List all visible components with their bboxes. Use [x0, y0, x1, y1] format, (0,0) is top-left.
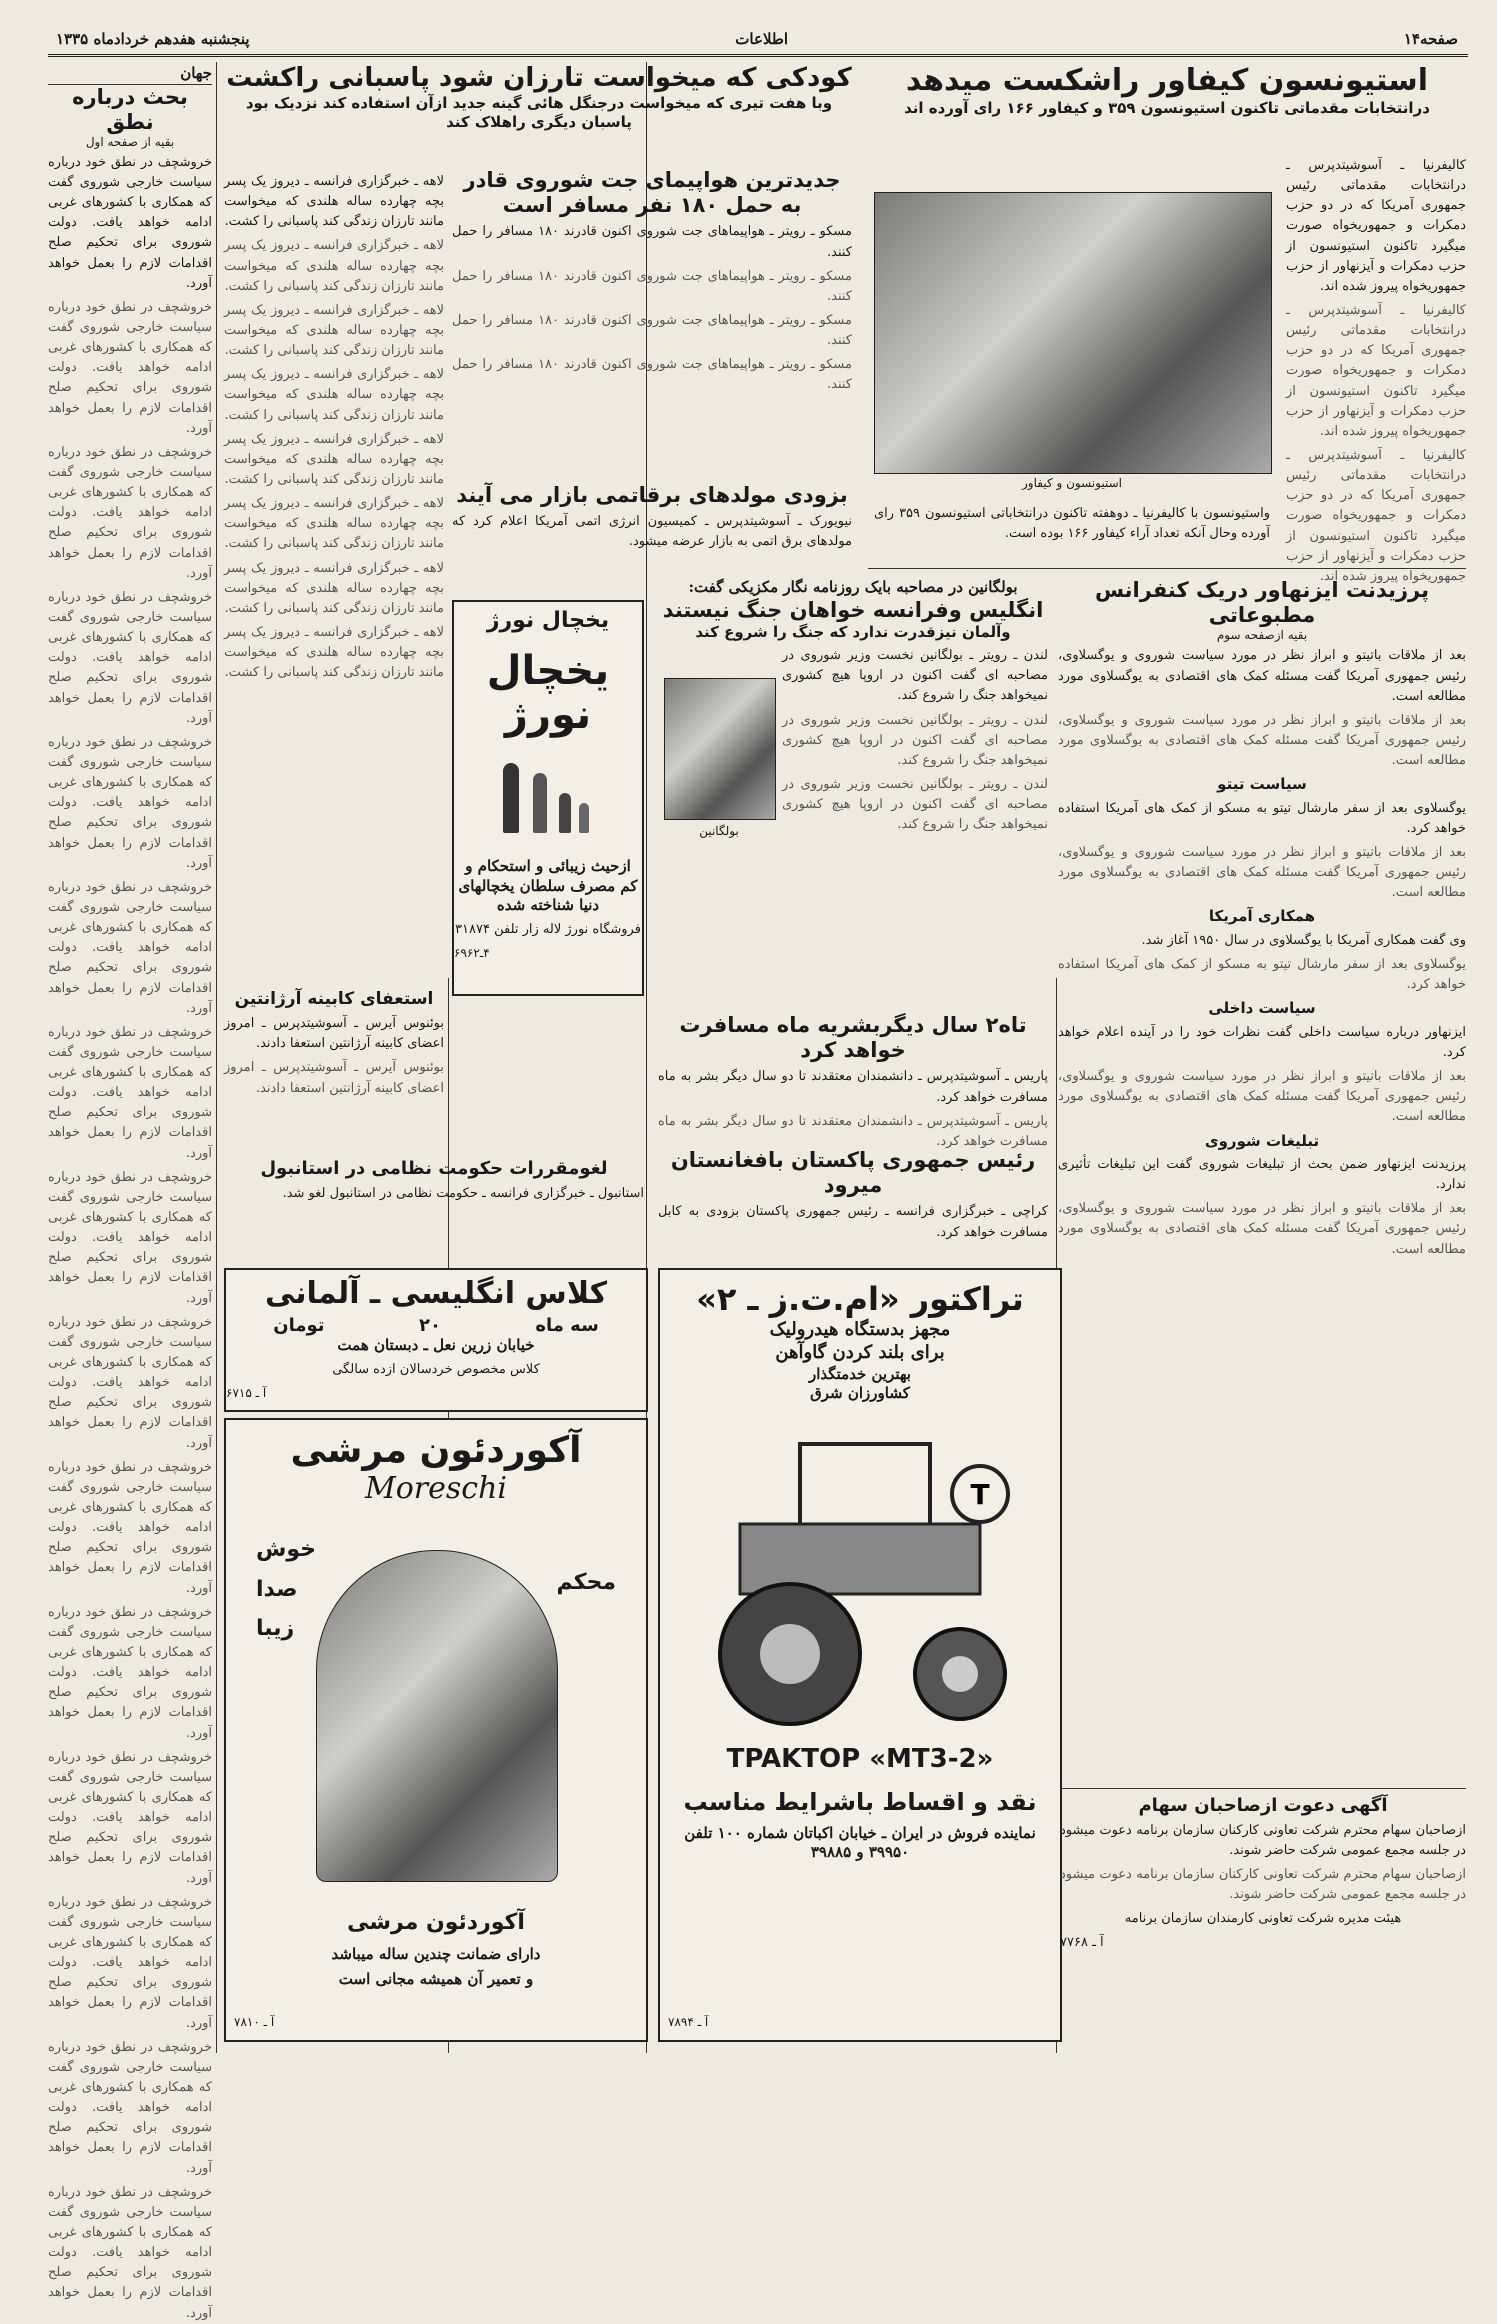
accordion-ad-footer2: دارای ضمانت چندین ساله میباشد	[331, 1945, 541, 1963]
stevenson-headline: استیونسون کیفاور راشکست میدهد	[905, 63, 1429, 98]
newspaper-page	[48, 28, 1468, 2321]
tarzan-body-cont2: لاهه ـ خبرگزاری فرانسه ـ دیروز یک پسر بچه چهارده ساله هلندی که میخواست مانند تارزان زندگی کند پاسبانی را کشت.	[224, 302, 444, 359]
shareholders-headline: آگهی دعوت ازصاحبان سهام	[1138, 1795, 1388, 1816]
tractor-ad-title: تراکتور «ام.ت.ز ـ ۲»	[696, 1280, 1024, 1318]
class-ad-note: کلاس مخصوص خردسالان ازده سالگی	[332, 1361, 540, 1377]
argentina-headline: استعفای کابینه آرژانتین	[234, 989, 434, 1009]
istanbul-headline: لغومقررات حکومت نظامی در استانبول	[260, 1158, 608, 1179]
plane-body-cont: مسکو ـ رویتر ـ هواپیماهای جت شوروی اکنون قادرند ۱۸۰ مسافر را حمل کنند.	[452, 268, 852, 304]
eisenhower-filler3: بعد از ملاقات باتیتو و ابراز نظر در مورد سیاست شوروی و یوگسلاوی، رئیس جمهوری آمریکا گفت مسئله کمک های اقتصادی به یوگسلاوی مورد مطالعه است.	[1058, 1069, 1466, 1125]
world-body-cont11: خروشچف در نطق خود درباره سیاست خارجی شوروی گفت که همکاری با کشورهای غربی ادامه خواهد یافت. دولت شوروی برای تحکیم صلح اقدامات لازم را بعمل خواهد آورد.	[48, 1749, 212, 1886]
world-body-cont8: خروشچف در نطق خود درباره سیاست خارجی شوروی گفت که همکاری با کشورهای غربی ادامه خواهد یافت. دولت شوروی برای تحکیم صلح اقدامات لازم را بعمل خواهد آورد.	[48, 1314, 212, 1451]
istanbul-body: استانبول ـ خبرگزاری فرانسه ـ حکومت نظامی در استانبول لغو شد.	[282, 1185, 644, 1201]
eisenhower-filler: بعد از ملاقات باتیتو و ابراز نظر در مورد سیاست شوروی و یوگسلاوی، رئیس جمهوری آمریکا گفت مسئله کمک های اقتصادی به یوگسلاوی مورد مطالعه است.	[1058, 845, 1466, 901]
accordion-ad-word-khosh: خوش	[256, 1537, 317, 1562]
fridge-ad-title: یخچال نورژ	[486, 608, 610, 633]
tarzan-subhead: وبا هفت تیری که میخواست درجنگل هائی گینه جدید ازآن استفاده کند نزدیک بود پاسبان دیگری راهلاک کند	[245, 93, 833, 132]
world-body-cont14: خروشچف در نطق خود درباره سیاست خارجی شوروی گفت که همکاری با کشورهای غربی ادامه خواهد یافت. دولت شوروی برای تحکیم صلح اقدامات لازم را بعمل خواهد آورد.	[48, 2184, 212, 2321]
fridge-ad-line1: ازحیث زیبائی و استحکام و	[465, 857, 631, 875]
tarzan-body-cont6: لاهه ـ خبرگزاری فرانسه ـ دیروز یک پسر بچه چهارده ساله هلندی که میخواست مانند تارزان زندگی کند پاسبانی را کشت.	[224, 560, 444, 616]
plane-headline: جدیدترین هواپیمای جت شوروی قادر به حمل ۱۸۰ نفر مسافر است	[463, 168, 841, 218]
world-column	[48, 64, 212, 2321]
shareholders-body: ازصاحبان سهام محترم شرکت تعاونی کارکنان سازمان برنامه دعوت میشود در جلسه مجمع عمومی شرکت حاضر شوند.	[1060, 1822, 1466, 1858]
page-number: صفحه۱۴	[1403, 30, 1458, 48]
stevenson-subhead: درانتخابات مقدماتی تاکنون استیونسون ۳۵۹ و کیفاور ۱۶۶ رای آورده اند	[904, 98, 1430, 117]
tarzan-body-cont3: لاهه ـ خبرگزاری فرانسه ـ دیروز یک پسر بچه چهارده ساله هلندی که میخواست مانند تارزان زندگی کند پاسبانی را کشت.	[224, 367, 444, 423]
svg-text:T: T	[970, 1477, 990, 1511]
fridge-ad-line3: دنیا شناخته شده	[496, 896, 600, 914]
masthead-rule	[48, 54, 1468, 57]
bulganin-body-cont: لندن ـ رویتر ـ بولگانین نخست وزیر شوروی در مصاحبه ای گفت اکنون در اروپا هیچ کشوری نمیخواهد جنگ را شروع کند.	[782, 712, 1048, 768]
istanbul-article	[224, 1158, 644, 1268]
world-headline: بحث درباره نطق	[72, 84, 188, 134]
stevenson-kefauver-photo	[874, 192, 1272, 474]
class-ad-months: سه ماه	[535, 1315, 599, 1336]
world-body-cont6: خروشچف در نطق خود درباره سیاست خارجی شوروی گفت که همکاری با کشورهای غربی ادامه خواهد یافت. دولت شوروی برای تحکیم صلح اقدامات لازم را بعمل خواهد آورد.	[48, 1024, 212, 1161]
pakistan-article	[658, 1148, 1048, 1258]
stevenson-caption-body: واستیونسون با کالیفرنیا ـ دوهفته تاکنون درانتخاباتی استیونسون ۳۵۹ رای آورده وحال آنکه تعداد آراء کیفاور ۱۶۶ بوده است.	[874, 506, 1271, 542]
accordion-ad-footer3: و تعمیر آن همیشه مجانی است	[338, 1970, 534, 1988]
eisenhower-sub-cooperation: همکاری آمریکا	[1208, 907, 1316, 926]
masthead	[48, 28, 1468, 52]
fridge-ad-contact: فروشگاه نورژ لاله زار تلفن ۳۱۸۷۴	[455, 921, 641, 937]
stevenson-photo-caption: استیونسون و کیفاور	[1022, 476, 1122, 490]
moon-article	[658, 1013, 1048, 1149]
tractor-ad-sub4: کشاورزان شرق	[810, 1384, 910, 1403]
class-ad-code: آ ـ ۶۷۱۵	[226, 1385, 267, 1400]
plane-body-cont3: مسکو ـ رویتر ـ هواپیماهای جت شوروی اکنون قادرند ۱۸۰ مسافر را حمل کنند.	[452, 357, 852, 393]
tractor-ad-sub2: برای بلند کردن گاوآهن	[775, 1342, 945, 1364]
world-body-cont9: خروشچف در نطق خود درباره سیاست خارجی شوروی گفت که همکاری با کشورهای غربی ادامه خواهد یافت. دولت شوروی برای تحکیم صلح اقدامات لازم را بعمل خواهد آورد.	[48, 1459, 212, 1596]
moon-body-cont: پاریس ـ آسوشیتدپرس ـ دانشمندان معتقدند تا دو سال دیگر بشر به ماه مسافرت خواهد کرد.	[658, 1113, 1048, 1149]
stevenson-body-cont2: کالیفرنیا ـ آسوشیتدپرس ـ درانتخابات مقدماتی رئیس جمهوری آمریکا که در دو حزب دمکرات و جمهوریخواه صورت میگیرد تاکنون استیونسون از حزب دمکرات و آیزنهاور از حزب جمهوریخواه پیروز شده اند.	[1286, 447, 1466, 584]
tractor-illustration	[680, 1414, 1040, 1744]
atomic-body: نیویورک ـ آسوشیتدپرس ـ کمیسیون انرژی اتمی آمریکا اعلام کرد که مولدهای برق اتمی به بازار عرضه میشود.	[452, 514, 852, 550]
pakistan-headline: رئیس جمهوری پاکستان بافغانستان میرود	[670, 1148, 1036, 1198]
issue-date: پنجشنبه هفدهم خردادماه ۱۳۳۵	[56, 30, 250, 48]
world-body-cont2: خروشچف در نطق خود درباره سیاست خارجی شوروی گفت که همکاری با کشورهای غربی ادامه خواهد یافت. دولت شوروی برای تحکیم صلح اقدامات لازم را بعمل خواهد آورد.	[48, 444, 212, 581]
world-body-cont5: خروشچف در نطق خود درباره سیاست خارجی شوروی گفت که همکاری با کشورهای غربی ادامه خواهد یافت. دولت شوروی برای تحکیم صلح اقدامات لازم را بعمل خواهد آورد.	[48, 879, 212, 1016]
eisenhower-article	[1058, 578, 1466, 1778]
class-ad-title: کلاس انگلیسی ـ آلمانی	[264, 1276, 608, 1311]
paper-name: اطلاعات	[735, 30, 788, 48]
argentina-body: بوئنوس آیرس ـ آسوشیتدپرس ـ امروز اعضای کابینه آرژانتین استعفا دادند.	[224, 1016, 444, 1052]
eisenhower-body: بعد از ملاقات باتیتو و ابراز نظر در مورد سیاست شوروی و یوگسلاوی، رئیس جمهوری آمریکا گفت مسئله کمک های اقتصادی به یوگسلاوی مورد مطالعه است.	[1058, 648, 1466, 704]
accordion-ad-word-seda: صدا	[256, 1576, 298, 1602]
eisenhower-body-cont: بعد از ملاقات باتیتو و ابراز نظر در مورد سیاست شوروی و یوگسلاوی، رئیس جمهوری آمریکا گفت مسئله کمک های اقتصادی به یوگسلاوی مورد مطالعه است.	[1058, 712, 1466, 769]
tractor-ad-sub3: بهترین خدمتگذار	[809, 1364, 911, 1383]
atomic-headline: بزودی مولدهای برقاتمی بازار می آیند	[456, 483, 848, 507]
bulganin-body: لندن ـ رویتر ـ بولگانین نخست وزیر شوروی در مصاحبه ای گفت اکنون در اروپا هیچ کشوری نمیخواهد جنگ را شروع کند.	[782, 648, 1048, 704]
plane-body-cont2: مسکو ـ رویتر ـ هواپیماهای جت شوروی اکنون قادرند ۱۸۰ مسافر را حمل کنند.	[452, 312, 852, 349]
world-body-cont4: خروشچف در نطق خود درباره سیاست خارجی شوروی گفت که همکاری با کشورهای غربی ادامه خواهد یافت. دولت شوروی برای تحکیم صلح اقدامات لازم را بعمل خواهد آورد.	[48, 734, 212, 871]
bulganin-subhead: وآلمان نیزقدرت ندارد که جنگ را شروع کند	[695, 622, 1011, 641]
stevenson-article	[868, 64, 1466, 594]
class-ad-currency: تومان	[273, 1315, 325, 1336]
bulganin-body-cont2: لندن ـ رویتر ـ بولگانین نخست وزیر شوروی در مصاحبه ای گفت اکنون در اروپا هیچ کشوری نمیخواهد جنگ را شروع کند.	[782, 777, 1048, 833]
tractor-ad-code: آ ـ ۷۸۹۴	[668, 2015, 709, 2030]
accordion-ad-brand: آکوردئون مرشی	[290, 1430, 582, 1471]
world-body-cont1: خروشچف در نطق خود درباره سیاست خارجی شوروی گفت که همکاری با کشورهای غربی ادامه خواهد یافت. دولت شوروی برای تحکیم صلح اقدامات لازم را بعمل خواهد آورد.	[48, 299, 212, 436]
accordion-ad-code: آ ـ ۷۸۱۰	[234, 2015, 275, 2030]
eisenhower-filler4: بعد از ملاقات باتیتو و ابراز نظر در مورد سیاست شوروی و یوگسلاوی، رئیس جمهوری آمریکا گفت مسئله کمک های اقتصادی به یوگسلاوی مورد مطالعه است.	[1058, 1201, 1466, 1257]
fridge-ad-logo: یخچال نورژ	[486, 648, 610, 738]
tarzan-body-cont5: لاهه ـ خبرگزاری فرانسه ـ دیروز یک پسر بچه چهارده ساله هلندی که میخواست مانند تارزان زندگی کند پاسبانی را کشت.	[224, 496, 444, 552]
class-ad-address: خیابان زرین نعل ـ دبستان همت	[337, 1336, 535, 1354]
eisenhower-headline: پرزیدنت ایزنهاور دریک کنفرانس مطبوعاتی	[1094, 578, 1429, 628]
world-body-cont10: خروشچف در نطق خود درباره سیاست خارجی شوروی گفت که همکاری با کشورهای غربی ادامه خواهد یافت. دولت شوروی برای تحکیم صلح اقدامات لازم را بعمل خواهد آورد.	[48, 1604, 212, 1741]
eisenhower-sub-tito: سیاست تیتو	[1217, 775, 1307, 794]
column-divider	[216, 62, 217, 2053]
bulganin-article	[658, 578, 1048, 1008]
tractor-ad-sub1: مجهز بدستگاه هیدرولیک	[769, 1319, 951, 1340]
shareholders-sign: هیئت مدیره شرکت تعاونی کارمندان سازمان برنامه	[1124, 1911, 1402, 1927]
bulganin-photo	[664, 678, 776, 820]
accordion-ad-word-ziba: زیبا	[256, 1616, 295, 1642]
family-illustration	[493, 753, 603, 843]
tarzan-body-col	[224, 168, 444, 988]
eisenhower-sub-domestic-body: ایزنهاور درباره سیاست داخلی گفت نظرات خود را در آینده اعلام خواهد کرد.	[1058, 1024, 1466, 1060]
tractor-ad-terms: نقد و اقساط باشرایط مناسب	[683, 1787, 1037, 1816]
plane-body: مسکو ـ رویتر ـ هواپیماهای جت شوروی اکنون قادرند ۱۸۰ مسافر را حمل کنند.	[452, 224, 852, 260]
tractor-ad-latin: TPAKTOP «MT3-2»	[726, 1743, 994, 1774]
moon-body: پاریس ـ آسوشیتدپرس ـ دانشمندان معتقدند تا دو سال دیگر بشر به ماه مسافرت خواهد کرد.	[658, 1069, 1048, 1105]
world-continued: بقیه از صفحه اول	[85, 134, 175, 149]
stevenson-body-cont: کالیفرنیا ـ آسوشیتدپرس ـ درانتخابات مقدماتی رئیس جمهوری آمریکا که در دو حزب دمکرات و جمهوریخواه صورت میگیرد تاکنون استیونسون از حزب دمکرات و آیزنهاور از حزب جمهوریخواه پیروز شده اند.	[1286, 302, 1466, 439]
eisenhower-sub-tito-body: یوگسلاوی بعد از سفر مارشال تیتو به مسکو از کمک های آمریکا استفاده خواهد کرد.	[1058, 800, 1466, 836]
shareholders-body-cont: ازصاحبان سهام محترم شرکت تعاونی کارکنان سازمان برنامه دعوت میشود در جلسه مجمع عمومی شرکت حاضر شوند.	[1060, 1866, 1466, 1903]
fridge-ad-line2: کم مصرف سلطان یخچالهای	[458, 876, 638, 895]
bulganin-headline: انگلیس وفرانسه خواهان جنگ نیستند	[662, 597, 1044, 622]
shareholders-notice	[1060, 1788, 1466, 2039]
tractor-ad	[658, 1268, 1062, 2042]
eisenhower-sub-propaganda-body: پرزیدنت ایزنهاور ضمن بحث از تبلیغات شوروی گفت این تبلیغات تأثیری ندارد.	[1058, 1157, 1466, 1193]
accordion-ad-brand-latin: Moreschi	[365, 1471, 507, 1506]
world-body: خروشچف در نطق خود درباره سیاست خارجی شوروی گفت که همکاری با کشورهای غربی ادامه خواهد یافت. دولت شوروی برای تحکیم صلح اقدامات لازم را بعمل خواهد آورد.	[48, 154, 212, 291]
eisenhower-continued: بقیه ازصفحه سوم	[1216, 628, 1308, 643]
bulganin-photo-caption: بولگانین	[699, 824, 739, 838]
argentina-article	[224, 988, 444, 1158]
moon-headline: تاه۲ سال دیگربشریه ماه مسافرت خواهد کرد	[679, 1013, 1027, 1063]
eisenhower-sub-propaganda: تبلیغات شوروی	[1204, 1131, 1320, 1150]
moreschi-accordion-ad	[224, 1418, 648, 2042]
tarzan-body: لاهه ـ خبرگزاری فرانسه ـ دیروز یک پسر بچه چهارده ساله هلندی که میخواست مانند تارزان زندگی کند پاسبانی را کشت.	[224, 174, 444, 230]
fridge-ad-code: ۴ـ۶۹۶۲	[454, 945, 490, 960]
world-body-cont13: خروشچف در نطق خود درباره سیاست خارجی شوروی گفت که همکاری با کشورهای غربی ادامه خواهد یافت. دولت شوروی برای تحکیم صلح اقدامات لازم را بعمل خواهد آورد.	[48, 2039, 212, 2176]
bulganin-intro: بولگانین در مصاحبه بایک روزنامه نگار مکزیکی گفت:	[688, 578, 1018, 596]
shareholders-code: آ ـ ۷۷۶۸	[1060, 1935, 1104, 1951]
plane-article	[452, 168, 852, 478]
eisenhower-sub-domestic: سیاست داخلی	[1208, 999, 1316, 1018]
atomic-article	[452, 483, 852, 593]
accordion-ad-footer: آکوردئون مرشی	[347, 1910, 525, 1935]
class-ad-price: ۲۰	[418, 1315, 441, 1336]
accordion-woman-illustration	[316, 1550, 558, 1882]
tarzan-body-cont: لاهه ـ خبرگزاری فرانسه ـ دیروز یک پسر بچه چهارده ساله هلندی که میخواست مانند تارزان زندگی کند پاسبانی را کشت.	[224, 238, 444, 294]
section-rule	[868, 568, 1466, 569]
eisenhower-sub-cooperation-body: وی گفت همکاری آمریکا با یوگسلاوی در سال ۱۹۵۰ آغاز شد.	[1141, 932, 1466, 948]
world-section-label: جهان	[48, 64, 212, 85]
stevenson-body: کالیفرنیا ـ آسوشیتدپرس ـ درانتخابات مقدماتی رئیس جمهوری آمریکا که در دو حزب دمکرات و جمهوریخواه صورت میگیرد تاکنون استیونسون از حزب دمکرات و آیزنهاور از حزب جمهوریخواه پیروز شده اند.	[1286, 158, 1466, 294]
world-body-cont7: خروشچف در نطق خود درباره سیاست خارجی شوروی گفت که همکاری با کشورهای غربی ادامه خواهد یافت. دولت شوروی برای تحکیم صلح اقدامات لازم را بعمل خواهد آورد.	[48, 1169, 212, 1306]
world-body-cont3: خروشچف در نطق خود درباره سیاست خارجی شوروی گفت که همکاری با کشورهای غربی ادامه خواهد یافت. دولت شوروی برای تحکیم صلح اقدامات لازم را بعمل خواهد آورد.	[48, 589, 212, 726]
tarzan-body-cont7: لاهه ـ خبرگزاری فرانسه ـ دیروز یک پسر بچه چهارده ساله هلندی که میخواست مانند تارزان زندگی کند پاسبانی را کشت.	[224, 624, 444, 681]
language-class-ad	[224, 1268, 648, 1412]
world-body-cont12: خروشچف در نطق خود درباره سیاست خارجی شوروی گفت که همکاری با کشورهای غربی ادامه خواهد یافت. دولت شوروی برای تحکیم صلح اقدامات لازم را بعمل خواهد آورد.	[48, 1894, 212, 2031]
tarzan-headline: کودکی که میخواست تارزان شود پاسبانی راکشت	[226, 63, 852, 93]
eisenhower-filler2: یوگسلاوی بعد از سفر مارشال تیتو به مسکو از کمک های آمریکا استفاده خواهد کرد.	[1058, 957, 1466, 993]
accordion-ad-word-mohkam: محکم	[556, 1570, 616, 1595]
argentina-body-cont: بوئنوس آیرس ـ آسوشیتدپرس ـ امروز اعضای کابینه آرژانتین استعفا دادند.	[224, 1060, 444, 1096]
norge-fridge-ad	[452, 600, 644, 996]
pakistan-body: کراچی ـ خبرگزاری فرانسه ـ رئیس جمهوری پاکستان بزودی به کابل مسافرت خواهد کرد.	[658, 1204, 1048, 1240]
tarzan-body-cont4: لاهه ـ خبرگزاری فرانسه ـ دیروز یک پسر بچه چهارده ساله هلندی که میخواست مانند تارزان زندگی کند پاسبانی را کشت.	[224, 431, 444, 487]
tractor-ad-dealer: نماینده فروش در ایران ـ خیابان اکباتان شماره ۱۰۰ تلفن ۳۹۹۵۰ و ۳۹۸۸۵	[684, 1823, 1036, 1862]
